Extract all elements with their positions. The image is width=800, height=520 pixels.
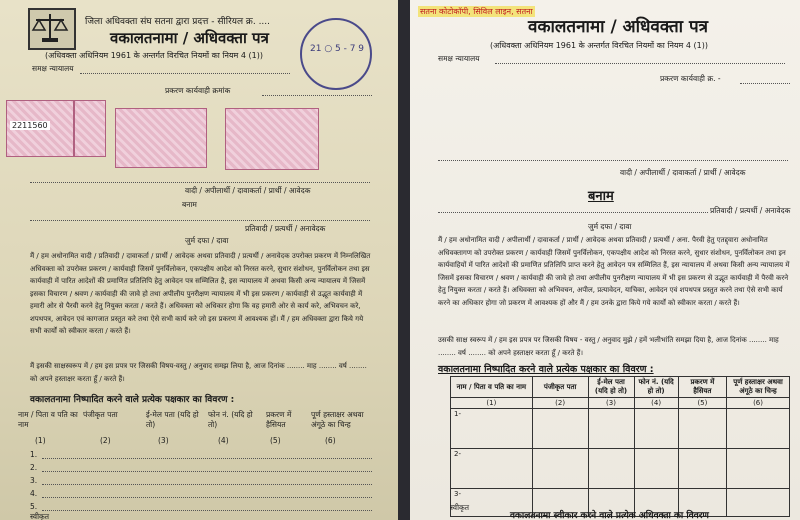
col-name: नाम / पिता व पति का नाम xyxy=(18,410,78,429)
authorization-paragraph: मैं / हम अधोनामित वादी / प्रतिवादी / दावाकर्ता / प्रार्थी / आवेदक अथवा प्रतिवादी / प्रत्यर्थी / अनावेदक उपरोक्त प्रकरण में निम्नलिखित अधिवक्ता को उपरोक्त प्रकरण / कार्यवाही जिसमें पुनर्विलोकन, एकपक्षीय आदेश को निरस्त करने, सुधार संशोधन, पुनर्विलोकन तथा इस कार्यवाही में पारित आदेशों की प्रमाणित प्रतिलिपि हेतु आवेदन पत्र सम्मिलित है, इस न्यायालय में अथवा किसी अन्य न्यायालय में जिसमें इसका विचारण / श्रवण / कार्यवाही की जावे हो तथा अपीलीय पुनरीक्षण न्यायालय में भी इस प्रकरण / कार्यवाही से उद्भूत कार्यवाही में हमारी ओर से पैरवी करने हेतु नियुक्त करता / करते हैं। अधिवक्ता को अधिकार होगा कि वह हमारी ओर से कार्य करे, अभिवचन करे, शपथपत्र, आवेदन एवं कागजात प्रस्तुत करे तथा ऐसे सभी कार्य करे जो इस प्रकरण में आवश्यक हों। मैं / हम अधिवक्ता द्वारा किये गये सभी कार्यों को स्वीकार करता / करते हैं। xyxy=(30,252,371,335)
authorization-closing: मैं इसकी साक्षस्वरूप में / हम इस प्रपत्र पर जिसकी विषय-वस्तु / अनुवाद समझ लिया है, आज दिनांक ........ माह ........ वर्ष ........ को अपने हस्ताक्षर करता हूँ / करते हैं। xyxy=(30,362,367,383)
th-address: पंजीकृत पता xyxy=(532,377,588,398)
official-seal xyxy=(300,18,372,90)
table-row: 2- xyxy=(451,449,790,489)
accepted-label-right: स्वीकृत xyxy=(450,503,470,512)
scales-icon xyxy=(30,10,70,44)
court-fee-stamp-2 xyxy=(74,100,106,157)
case-number-label-right: प्रकरण कार्यवाही क्र. - xyxy=(660,74,721,83)
court-fee-stamp-4 xyxy=(225,108,319,170)
versus-label: बनाम xyxy=(182,200,197,209)
bar-association-logo xyxy=(28,8,76,50)
table-numbers-row: (1) (2) (3) (4) (5) (6) xyxy=(451,398,790,409)
party-details-heading-right: वकालतनामा निष्पादित करने वाले प्रत्येक पक्षकार का विवरण : xyxy=(438,364,654,375)
authorization-closing-right: उसकी साक्ष स्वरूप में / हम इस प्रपत्र पर जिसकी विषय - वस्तु / अनुवाद मुझे / हमें भलीभांति समझा दिया है, आज दिनांक ........ माह ........ वर्ष ........ को अपने हस्ताक्षर करता हूँ / करते हैं। xyxy=(438,336,779,357)
header-line: जिला अधिवक्ता संघ सतना द्वारा प्रदत्त - सीरियल क्र. .... xyxy=(85,17,271,27)
table-row: 1- xyxy=(451,409,790,449)
versus-label-right: बनाम xyxy=(588,189,614,204)
accepted-label: स्वीकृत xyxy=(30,512,50,520)
party-details-table xyxy=(450,376,790,517)
col-status: प्रकरण में हैसियत xyxy=(266,410,292,429)
offence-label: जुर्म दफा / दावा xyxy=(185,236,229,245)
th-signature: पूर्ण हस्ताक्षर अथवा अंगूठे का चिन्ह xyxy=(727,377,790,398)
respondent-label: प्रतिवादी / प्रत्यर्थी / अनावेदक xyxy=(245,224,326,233)
party-details-heading: वकालतनामा निष्पादित करने वाले प्रत्येक पक्षकार का विवरण : xyxy=(30,395,235,405)
court-fee-stamp-1 xyxy=(6,100,74,157)
right-document xyxy=(410,0,800,520)
table-header-row xyxy=(451,377,790,398)
court-label-right: समक्ष न्यायालय xyxy=(438,54,480,63)
case-number-label: प्रकरण कार्यवाही क्रमांक xyxy=(165,86,231,95)
row-mark: 1. xyxy=(30,450,38,459)
offence-label-right: जुर्म दफा / दावा xyxy=(588,222,632,231)
th-status: प्रकरण में हैसियत xyxy=(678,377,726,398)
advocate-details-heading: वकालतनामा स्वीकार करने वाले प्रत्येक अधिवक्ता का विवरण xyxy=(510,511,709,520)
col-address: पंजीकृत पता xyxy=(83,410,118,419)
page-gap xyxy=(398,0,410,520)
document-title: वकालतनामा / अधिवक्ता पत्र xyxy=(110,29,269,47)
seal-text: 21 ○ 5 - 7 9 xyxy=(310,44,365,54)
respondent-label-right: प्रतिवादी / प्रत्यर्थी / अनावेदक xyxy=(710,206,791,215)
th-name: नाम / पिता व पति का नाम xyxy=(451,377,533,398)
row-mark: 5. xyxy=(30,502,38,511)
col-phone: फोन नं. (यदि हो तो) xyxy=(208,410,253,429)
stamp-number: 2211560 xyxy=(12,121,48,130)
court-fee-stamp-3 xyxy=(115,108,207,168)
left-document: जिला अधिवक्ता संघ सतना द्वारा प्रदत्त - सीरियल क्र. .... वकालतनामा / अधिवक्ता पत्र (अधिवक्ता अधिनियम 1961 के अन्तर्गत विरचित नियमों का नियम 4 (1)) 21 ○ 5 - 7 9 समक्ष न्यायालय प्रकरण कार्यवाही क्रमांक 2211560 वादी / अपीलार्थी / दावाकर्ता / प्रार्थी / आवेदक बनाम प्रतिवादी / प्रत्यर्थी / अनावेदक जुर्म दफा / दावा मैं / हम अधोनामित वादी / प्रतिवादी / दावाकर्ता / प्रार्थी / आवेदक अथवा प्रतिवादी / प्रत्यर्थी / अनावेदक उपरोक्त प्रकरण में निम्नलिखित अधिवक्ता को उपरोक्त प्रकरण / कार्यवाही जिसमें पुनर्विलोकन, एकपक्षीय आदेश को निरस्त करने, सुधार संशोधन, पुनर्विलोकन तथा इस कार्यवाही में पारित आदेशों की प्रमाणित प्रतिलिपि हेतु आवेदन पत्र सम्मिलित है, इस न्यायालय में अथवा किसी अन्य न्यायालय में जिसमें इसका विचारण / श्रवण / कार्यवाही की जावे हो तथा अपीलीय पुनरीक्षण न्यायालय में भी इस प्रकरण / कार्यवाही से उद्भूत कार्यवाही में हमारी ओर से पैरवी करने हेतु नियुक्त करता / करते हैं। अधिवक्ता को अधिकार होगा कि वह हमारी ओर से कार्य करे, अभिवचन करे, शपथपत्र, आवेदन एवं कागजात प्रस्तुत करे तथा ऐसे सभी कार्य करे जो इस प्रकरण में आवश्यक हों। मैं / हम अधिवक्ता द्वारा किये गये सभी कार्यों को स्वीकार करता / करते हैं। मैं इसकी साक्षस्वरूप में / हम इस प्रपत्र पर जिसकी विषय-वस्तु / अनुवाद समझ लिया है, आज दिनांक ........ माह ........ वर्ष ........ को अपने हस्ताक्षर करता हूँ / करते हैं। वकालतनामा निष्पादित करने वाले प्रत्येक पक्षकार का विवरण : नाम / पिता व पति का नाम पंजीकृत पता ई-मेल पता (यदि हो तो) फोन नं. (यदि हो तो) प्रकरण में हैसियत पूर्ण हस्ताक्षर अथवा अंगूठे का चिन्ह (1) (2) (3) (4) (5) (6) 1. 2. 3. 4. 5. स्वीकृत xyxy=(0,0,398,520)
row-mark: 2. xyxy=(30,463,38,472)
th-email: ई-मेल पता (यदि हो तो) xyxy=(588,377,634,398)
authorization-paragraph-right: मैं / हम अधोनामित वादी / अपीलार्थी / दावाकर्ता / प्रार्थी / आवेदक अथवा प्रतिवादी / प्रत्यर्थी / अना. पैरवी हेतु एतद्द्वारा अधोनामित अधिवक्तागण को उपरोक्त प्रकरण / कार्यवाही जिसमें पुनर्विलोकन, एकपक्षीय आदेश को निरस्त करने, सुधार संशोधन, पुनर्विलोकन तथा इन कार्यवाहियों में पारित आदेशों की प्रमाणित प्रतिलिपि प्राप्त करने हेतु आवेदन पत्र सम्मिलित हैं, इस न्यायालय में अथवा किसी अन्य न्यायालय में जिसमें इसका विचारण / श्रवण / कार्यवाही की जावे हो तथा अपीलीय पुनरीक्षण न्यायालय में भी इस प्रकरण से उद्भूत कार्यवाही में पैरवी करने हेतु नियुक्त करता / करते हैं। अधिवक्ता को अभिवचन, अपील, प्रत्यावेदन, याचिका, आवेदन एवं शपथपत्र प्रस्तुत करने तथा ऐसे सभी कार्य करने का अधिकार होगा जो प्रकरण में आवश्यक हों और मैं / हम उनके द्वारा किये गये कार्यों को स्वीकार करता / करते हैं। xyxy=(438,236,790,307)
shop-highlight: सतना कोटोकॉपी, सिविल लाइन, सतना xyxy=(420,7,533,16)
th-phone: फोन नं. (यदि हो तो) xyxy=(634,377,678,398)
col-signature: पूर्ण हस्ताक्षर अथवा अंगूठे का चिन्ह xyxy=(311,410,364,429)
petitioner-label-right: वादी / अपीलार्थी / दावाकर्ता / प्रार्थी / आवेदक xyxy=(620,168,746,177)
document-subtitle: (अधिवक्ता अधिनियम 1961 के अन्तर्गत विरचित नियमों का नियम 4 (1)) xyxy=(45,51,263,60)
document-subtitle-right: (अधिवक्ता अधिनियम 1961 के अन्तर्गत विरचित नियमों का नियम 4 (1)) xyxy=(490,41,708,50)
row-mark: 3. xyxy=(30,476,38,485)
table-row: 3- xyxy=(451,489,790,517)
col-email: ई-मेल पता (यदि हो तो) xyxy=(146,410,199,429)
document-title-right: वकालतनामा / अधिवक्ता पत्र xyxy=(528,17,709,37)
court-label: समक्ष न्यायालय xyxy=(32,64,74,73)
row-mark: 4. xyxy=(30,489,38,498)
petitioner-label: वादी / अपीलार्थी / दावाकर्ता / प्रार्थी / आवेदक xyxy=(185,186,311,195)
